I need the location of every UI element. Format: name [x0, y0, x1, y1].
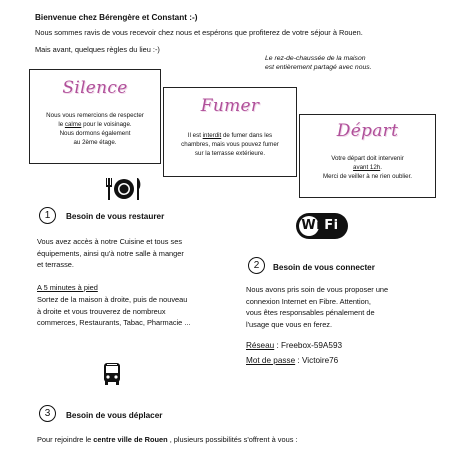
silence-line-2-post: pour le voisinage.: [81, 120, 132, 128]
deplacer-text-post: , plusieurs possibilités s'offrent à vous :: [167, 435, 298, 444]
rule-fumer-text: [168, 132, 292, 159]
plate-cutlery-icon: [103, 176, 145, 202]
silence-line-1: Nous vous remercions de respecter: [46, 112, 144, 119]
rule-fumer-box: [163, 87, 297, 177]
fumer-line-3: sur la terrasse extérieure.: [194, 149, 266, 157]
rule-silence-box: [29, 69, 161, 164]
connecter-line-4: l'usage que vous en ferez.: [246, 320, 333, 330]
rule-depart-title: Départ: [336, 121, 399, 141]
silence-line-3: Nous dormons également: [59, 129, 131, 137]
depart-line-2: [304, 164, 431, 173]
section-2-paragraph: [246, 284, 436, 331]
connecter-line-3: vous êtes responsables pénalement de: [246, 308, 375, 318]
rule-silence-text: [34, 112, 156, 148]
section-1-title: Besoin de vous restaurer: [66, 212, 165, 221]
section-3-title: Besoin de vous déplacer: [66, 411, 163, 420]
fumer-interdit: interdit: [202, 132, 222, 139]
restaurer-p1-line-3: et terrasse.: [37, 260, 74, 270]
restaurer-p2-line-3: commerces, Restaurants, Tabac, Pharmacie ...: [37, 318, 191, 328]
section-1-paragraph-1: [37, 236, 237, 271]
silence-line-2-pre: le: [58, 120, 65, 128]
depart-line-1: Votre départ doit intervenir: [331, 155, 404, 162]
wifi-icon-wi: Wi: [301, 218, 322, 233]
restaurer-p1-line-2: équipements, ainsi qu'à notre salle à manger: [37, 248, 184, 258]
depart-avant-12h: avant 12h: [353, 163, 381, 171]
silence-line-4: au 2ème étage.: [73, 138, 117, 146]
section-2-title: Besoin de vous connecter: [273, 263, 375, 272]
rule-fumer-title: Fumer: [200, 96, 260, 116]
depart-line-3: Merci de veiller à ne rien oublier.: [322, 172, 413, 180]
section-1-number: 1: [39, 207, 56, 224]
section-3-paragraph: [37, 434, 437, 446]
connecter-line-2: connexion Internet en Fibre. Attention,: [246, 296, 371, 306]
walk-distance-label: A 5 minutes à pied: [37, 283, 98, 292]
fumer-line-1-post: de fumer dans les: [221, 132, 273, 139]
bus-icon: [103, 362, 121, 386]
network-line: [246, 341, 342, 350]
silence-calme: calme: [64, 120, 82, 128]
section-3-number: 3: [39, 405, 56, 422]
depart-line-2-post: .: [380, 163, 382, 171]
rules-intro: Mais avant, quelques règles du lieu :-): [35, 45, 160, 54]
wifi-icon: [296, 213, 348, 239]
network-label: Réseau: [246, 341, 275, 350]
silence-line-2: [34, 121, 156, 130]
section-2-number: 2: [248, 257, 265, 274]
note-line-2: est entièrement partagé avec nous.: [265, 64, 372, 72]
restaurer-p2-line-2: à droite et vous trouverez de nombreux: [37, 306, 166, 316]
restaurer-p2-line-1: Sortez de la maison à droite, puis de nouveau: [37, 295, 188, 304]
intro-text: Nous sommes ravis de vous recevoir chez nous et espérons que profiterez de votre séjour à Rouen.: [35, 28, 363, 37]
password-line: [246, 356, 338, 365]
wifi-icon-fi: Fi: [324, 218, 339, 233]
wifi-icon-label: [296, 218, 348, 234]
welcome-heading: Bienvenue chez Bérengère et Constant :-): [35, 13, 198, 22]
connecter-line-1: Nous avons pris soin de vous proposer une: [246, 285, 389, 294]
rule-silence-title: Silence: [62, 78, 128, 98]
password-label: Mot de passe: [246, 356, 296, 365]
password-value: : Victoire76: [295, 356, 339, 365]
restaurer-p1-line-1: Vous avez accès à notre Cuisine et tous ses: [37, 237, 183, 246]
fumer-line-2: chambres, mais vous pouvez fumer: [181, 140, 279, 148]
note-line-1: Le rez-de-chaussée de la maison: [265, 55, 366, 62]
shared-floor-note: [265, 54, 415, 72]
deplacer-text-pre: Pour rejoindre le: [37, 435, 94, 444]
network-value: : Freebox-59A593: [274, 341, 343, 350]
section-1-paragraph-2: [37, 294, 247, 329]
fumer-line-1-pre: Il est: [187, 132, 203, 139]
rule-depart-box: [299, 114, 436, 198]
rule-depart-text: [304, 155, 431, 182]
deplacer-city-centre: centre ville de Rouen: [93, 435, 168, 444]
fumer-line-1: [168, 132, 292, 141]
